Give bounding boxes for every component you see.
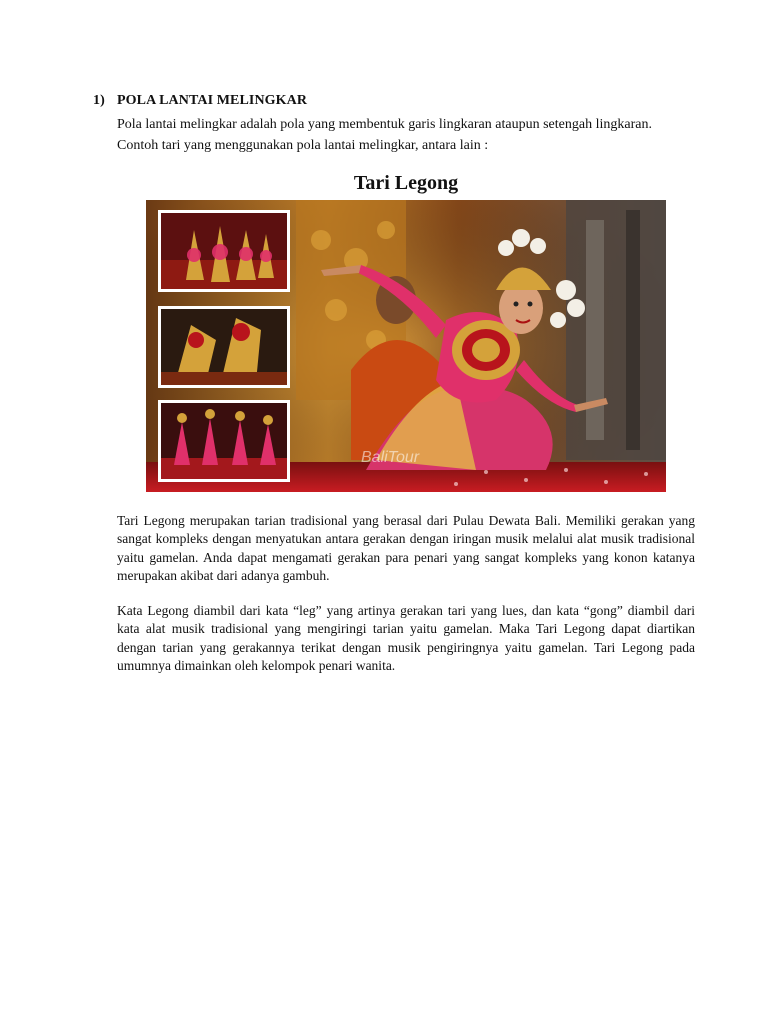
inset-photo-2	[158, 306, 290, 388]
intro-line-1: Pola lantai melingkar adalah pola yang membentuk garis lingkaran ataupun setengah lingkaran.	[117, 117, 652, 132]
legong-photo-collage	[146, 200, 666, 492]
figure-title: Tari Legong	[353, 172, 459, 194]
paragraph-2: Kata Legong diambil dari kata “leg” yang artinya gerakan tari yang lues, dan kata “gong” diambil dari kata alat musik tradisional yang mengiringi tarian yaitu gamelan. Maka Tari Legong dapat diartikan dengan tarian yang gerakannya terikat dengan musik pengiringnya yaitu gamelan. Tari Legong pada umumnya dimainkan oleh kelompok penari wanita.	[117, 603, 695, 673]
section-number: 1)	[93, 93, 105, 108]
intro-line-2: Contoh tari yang menggunakan pola lantai melingkar, antara lain :	[117, 138, 489, 153]
photo-watermark: BaliTour	[361, 449, 420, 466]
photo-illustration	[146, 200, 666, 492]
section-intro	[117, 114, 707, 156]
section-heading	[93, 93, 307, 109]
section-title: POLA LANTAI MELINGKAR	[117, 93, 308, 108]
paragraph-1: Tari Legong merupakan tarian tradisional yang berasal dari Pulau Dewata Bali. Memiliki gerakan yang sangat kompleks dengan menyatukan antara gerakan dengan iringan musik melalui alat musik tradisional yaitu gamelan. Anda dapat mengamati gerakan para penari yang sangat kompleks yang konon katanya merupakan akibat dari adanya gambuh.	[117, 513, 695, 583]
inset-photo-1	[158, 210, 290, 292]
inset-photo-3	[158, 400, 290, 482]
